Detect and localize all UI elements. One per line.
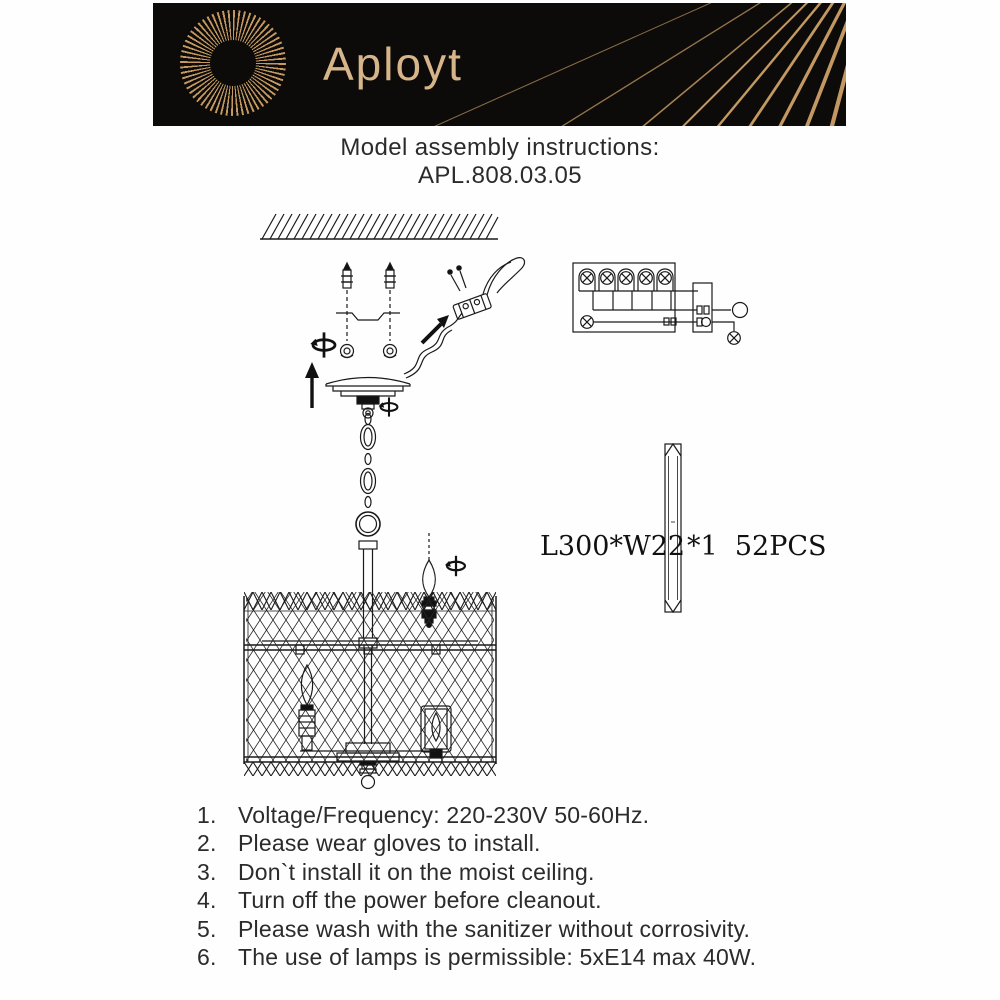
instruction-text: Turn off the power before cleanout. <box>238 887 602 914</box>
instructions-list <box>197 801 756 971</box>
instruction-number: 4. <box>197 887 217 914</box>
instruction-number: 3. <box>197 858 217 885</box>
instruction-text: Voltage/Frequency: 220-230V 50-60Hz. <box>238 802 650 828</box>
instruction-item <box>197 915 756 943</box>
hanging-chain <box>361 414 376 508</box>
page-title: Model assembly instructions: <box>340 134 660 161</box>
part-quantity-label: *1 52PCS <box>687 531 827 562</box>
part-size-label: L300*W22 <box>540 531 686 562</box>
instruction-number: 2. <box>197 830 217 857</box>
hanging-ring <box>356 512 380 536</box>
ceiling-canopy <box>326 378 410 419</box>
instruction-number: 5. <box>197 915 217 942</box>
rotate-icon <box>379 397 398 416</box>
instruction-text: Don`t install it on the moist ceiling. <box>238 858 595 885</box>
instruction-number: 6. <box>197 944 217 971</box>
rotate-icon <box>445 556 465 576</box>
mounting-screws <box>341 263 397 358</box>
instruction-item <box>197 858 756 886</box>
drum-shade <box>244 592 496 776</box>
ceiling-hatch <box>260 214 498 239</box>
wire-terminal-block <box>453 293 492 319</box>
instruction-item <box>197 886 756 914</box>
rotate-icon <box>310 332 335 357</box>
instruction-text: Please wash with the sanitizer without corrosivity. <box>238 915 751 942</box>
fan-rays-icon <box>153 3 846 126</box>
brand-banner <box>153 3 846 126</box>
instruction-text: The use of lamps is permissible: 5xE14 max 40W. <box>238 944 757 971</box>
instruction-item <box>197 943 756 971</box>
model-number: APL.808.03.05 <box>417 162 582 189</box>
instruction-text: Please wear gloves to install. <box>238 830 541 857</box>
brand-logo-text: Aployt <box>323 38 463 90</box>
arrow-up-icon <box>305 362 319 408</box>
instruction-number: 1. <box>197 802 217 828</box>
crystal-strip <box>665 444 681 612</box>
wiring-diagram <box>573 263 748 344</box>
assembly-diagram <box>150 200 850 800</box>
instruction-item <box>197 801 756 829</box>
instruction-item <box>197 829 756 857</box>
